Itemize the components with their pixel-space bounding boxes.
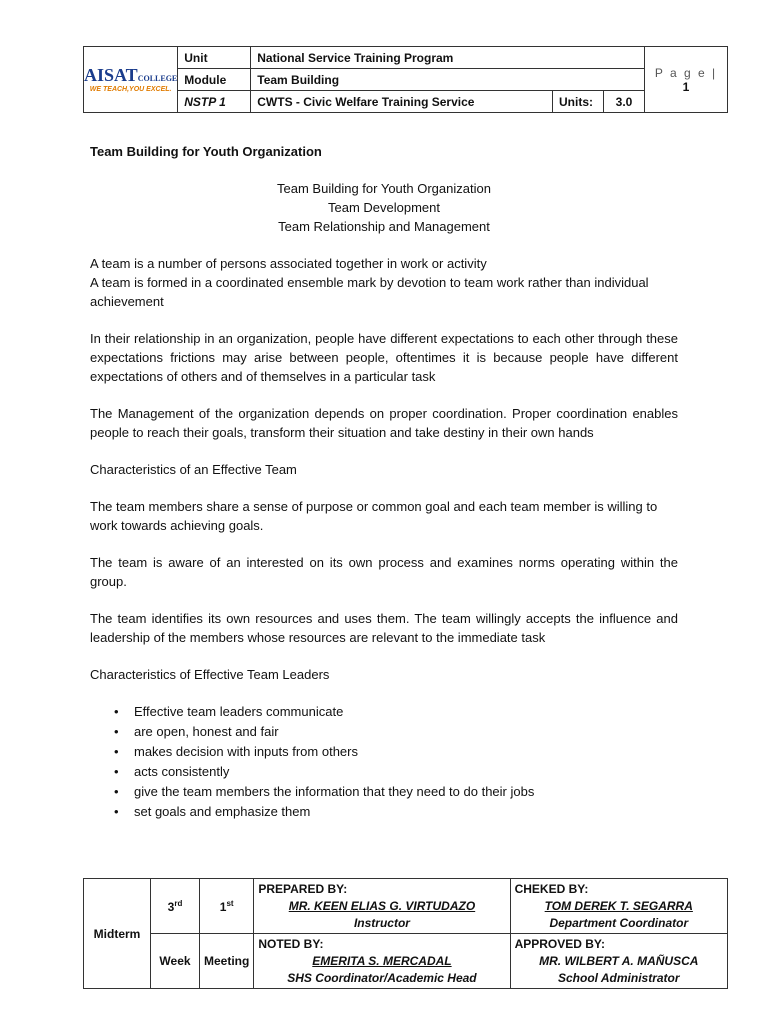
page-indicator <box>645 47 728 113</box>
approver-name: MR. WILBERT A. MAÑUSCA <box>539 954 699 968</box>
preparer-name: MR. KEEN ELIAS G. VIRTUDAZO <box>288 899 476 913</box>
module-label: Module <box>178 69 251 91</box>
week-label: Week <box>151 934 200 989</box>
list-item: • makes decision with inputs from others <box>134 742 678 762</box>
checked-by-block: CHEKED BY: TOM DEREK T. SEGARRA Department Coordinator <box>510 879 727 934</box>
paragraph-shared-purpose: The team members share a sense of purpose or common goal and each team member is willing to work towards achieving goals. <box>90 499 658 533</box>
list-item: • are open, honest and fair <box>134 722 678 742</box>
center-title-1: Team Building for Youth Organization <box>277 181 491 196</box>
preparer-position: Instructor <box>353 916 410 930</box>
unit-value: National Service Training Program <box>251 47 645 69</box>
noter-name: EMERITA S. MERCADAL <box>312 954 452 968</box>
paragraph-relationship: In their relationship in an organization, people have different expectations to each other through these expectations frictions may arise between people, oftentimes it is because people have different expectations of others and of themselves in a particular task <box>90 331 678 384</box>
unit-label: Unit <box>178 47 251 69</box>
prepared-by-block: PREPARED BY: MR. KEEN ELIAS G. VIRTUDAZO Instructor <box>254 879 510 934</box>
course-code: NSTP 1 <box>178 91 251 113</box>
document-heading: Team Building for Youth Organization <box>90 144 322 159</box>
signature-footer-table <box>83 878 728 989</box>
center-title-2: Team Development <box>328 200 440 215</box>
list-item: • set goals and emphasize them <box>134 802 678 822</box>
document-body <box>90 142 678 822</box>
list-item: • give the team members the information that they need to do their jobs <box>134 782 678 802</box>
term-label: Midterm <box>84 879 151 989</box>
subheading-team-leaders: Characteristics of Effective Team Leaders <box>90 667 330 682</box>
course-name: CWTS - Civic Welfare Training Service <box>251 91 553 113</box>
checker-position: Department Coordinator <box>549 916 689 930</box>
paragraph-team-formation: A team is formed in a coordinated ensemble mark by devotion to team work rather than individual achievement <box>90 275 649 309</box>
units-value: 3.0 <box>604 91 645 113</box>
module-value: Team Building <box>251 69 645 91</box>
paragraph-team-definition: A team is a number of persons associated together in work or activity <box>90 256 487 271</box>
leader-characteristics-list <box>90 702 678 822</box>
logo-suffix: COLLEGE <box>137 73 178 83</box>
checker-name: TOM DEREK T. SEGARRA <box>544 899 693 913</box>
subheading-effective-team: Characteristics of an Effective Team <box>90 462 297 477</box>
units-label: Units: <box>553 91 604 113</box>
page-number: 1 <box>682 79 690 94</box>
list-item: • acts consistently <box>134 762 678 782</box>
meeting-number: 1st <box>200 879 254 934</box>
noter-position: SHS Coordinator/Academic Head <box>287 971 477 985</box>
module-header-table <box>83 46 728 113</box>
noted-by-block: NOTED BY: EMERITA S. MERCADAL SHS Coordinator/Academic Head <box>254 934 510 989</box>
logo-tagline: WE TEACH,YOU EXCEL. <box>89 85 172 93</box>
page-label: P a g e | <box>654 65 718 80</box>
approver-position: School Administrator <box>557 971 680 985</box>
paragraph-process-awareness: The team is aware of an interested on its own process and examines norms operating within the group. <box>90 555 678 589</box>
center-title-3: Team Relationship and Management <box>278 219 490 234</box>
approved-by-block: APPROVED BY: MR. WILBERT A. MAÑUSCA School Administrator <box>510 934 727 989</box>
logo-name: AISAT <box>84 64 138 85</box>
paragraph-resources: The team identifies its own resources and uses them. The team willingly accepts the influence and leadership of the members whose resources are relevant to the immediate task <box>90 611 678 645</box>
school-logo <box>84 47 178 113</box>
week-number: 3rd <box>151 879 200 934</box>
meeting-label: Meeting <box>200 934 254 989</box>
list-item: • Effective team leaders communicate <box>134 702 678 722</box>
paragraph-management: The Management of the organization depends on proper coordination. Proper coordination enables people to reach their goals, transform their situation and take destiny in their own hands <box>90 406 678 440</box>
